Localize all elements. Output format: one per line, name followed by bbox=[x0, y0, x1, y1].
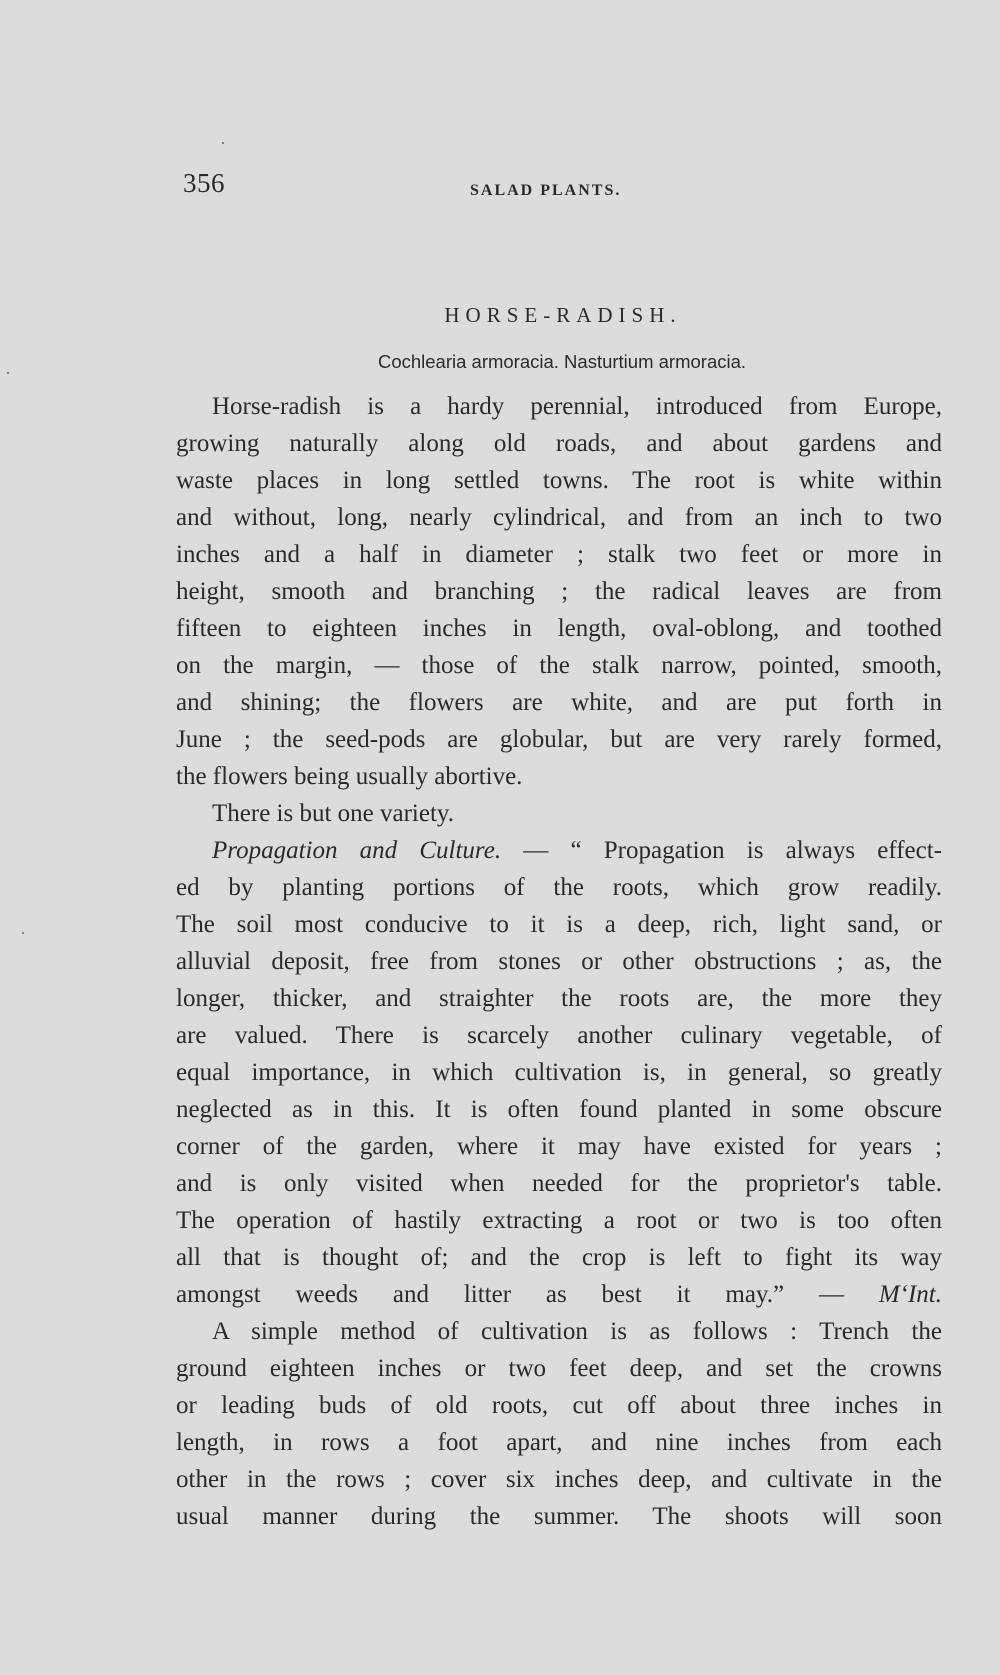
text-run: amongst weeds and litter as best it may.” — bbox=[176, 1281, 879, 1308]
text-line: fifteen to eighteen inches in length, oval-oblong, and toothed bbox=[176, 615, 942, 642]
text-line: A simple method of cultivation is as follows : Trench the bbox=[212, 1318, 942, 1345]
text-line: the flowers being usually abortive. bbox=[176, 763, 523, 790]
paper-speck bbox=[222, 142, 224, 144]
text-line: neglected as in this. It is often found planted in some obscure bbox=[176, 1096, 942, 1123]
text-line: on the margin, — those of the stalk narrow, pointed, smooth, bbox=[176, 652, 942, 679]
text-line: usual manner during the summer. The shoots will soon bbox=[176, 1503, 942, 1530]
text-line: ground eighteen inches or two feet deep, and set the crowns bbox=[176, 1355, 942, 1382]
text-line: waste places in long settled towns. The root is white within bbox=[176, 467, 942, 494]
text-line: are valued. There is scarcely another culinary vegetable, of bbox=[176, 1022, 942, 1049]
text-line: corner of the garden, where it may have existed for years ; bbox=[176, 1133, 942, 1160]
text-line: Horse-radish is a hardy perennial, introduced from Europe, bbox=[212, 393, 942, 420]
body-text bbox=[176, 388, 942, 1535]
citation: M‘Int. bbox=[878, 1281, 942, 1308]
text-line: The operation of hastily extracting a root or two is too often bbox=[176, 1207, 942, 1234]
text-line: height, smooth and branching ; the radical leaves are from bbox=[176, 578, 942, 605]
text-line: longer, thicker, and straighter the roots are, the more they bbox=[176, 985, 942, 1012]
text-line: The soil most conducive to it is a deep, rich, light sand, or bbox=[176, 911, 942, 938]
text-line: alluvial deposit, free from stones or other obstructions ; as, the bbox=[176, 948, 942, 975]
text-line: growing naturally along old roads, and about gardens and bbox=[176, 430, 942, 457]
text-line: all that is thought of; and the crop is left to fight its way bbox=[176, 1244, 942, 1271]
text-line: other in the rows ; cover six inches deep, and cultivate in the bbox=[176, 1466, 942, 1493]
text-line: inches and a half in diameter ; stalk two feet or more in bbox=[176, 541, 942, 568]
text-line: and without, long, nearly cylindrical, and from an inch to two bbox=[176, 504, 942, 531]
text-line-with-italic-heading bbox=[176, 832, 942, 869]
text-line: ed by planting portions of the roots, which grow readily. bbox=[176, 874, 942, 901]
text-line: equal importance, in which cultivation is, in general, so greatly bbox=[176, 1059, 942, 1086]
botanical-names: Cochlearia armoracia. Nasturtium armoracia. bbox=[377, 351, 747, 372]
running-head: SALAD PLANTS. bbox=[470, 182, 622, 199]
text-line: There is but one variety. bbox=[212, 800, 455, 827]
text-line: or leading buds of old roots, cut off about three inches in bbox=[176, 1392, 942, 1419]
page-number: 356 bbox=[183, 168, 225, 198]
section-title: HORSE-RADISH. bbox=[444, 303, 682, 327]
text-run: — “ Propagation is always effect- bbox=[501, 837, 943, 864]
text-line: and is only visited when needed for the proprietor's table. bbox=[176, 1170, 942, 1197]
text-line-with-citation bbox=[176, 1276, 942, 1313]
text-line: length, in rows a foot apart, and nine inches from each bbox=[176, 1429, 942, 1456]
text-line: and shining; the flowers are white, and are put forth in bbox=[176, 689, 942, 716]
paper-speck bbox=[7, 372, 9, 374]
paper-speck bbox=[22, 932, 24, 934]
text-line: June ; the seed-pods are globular, but are very rarely formed, bbox=[176, 726, 942, 753]
italic-subheading: Propagation and Culture. bbox=[212, 837, 502, 864]
